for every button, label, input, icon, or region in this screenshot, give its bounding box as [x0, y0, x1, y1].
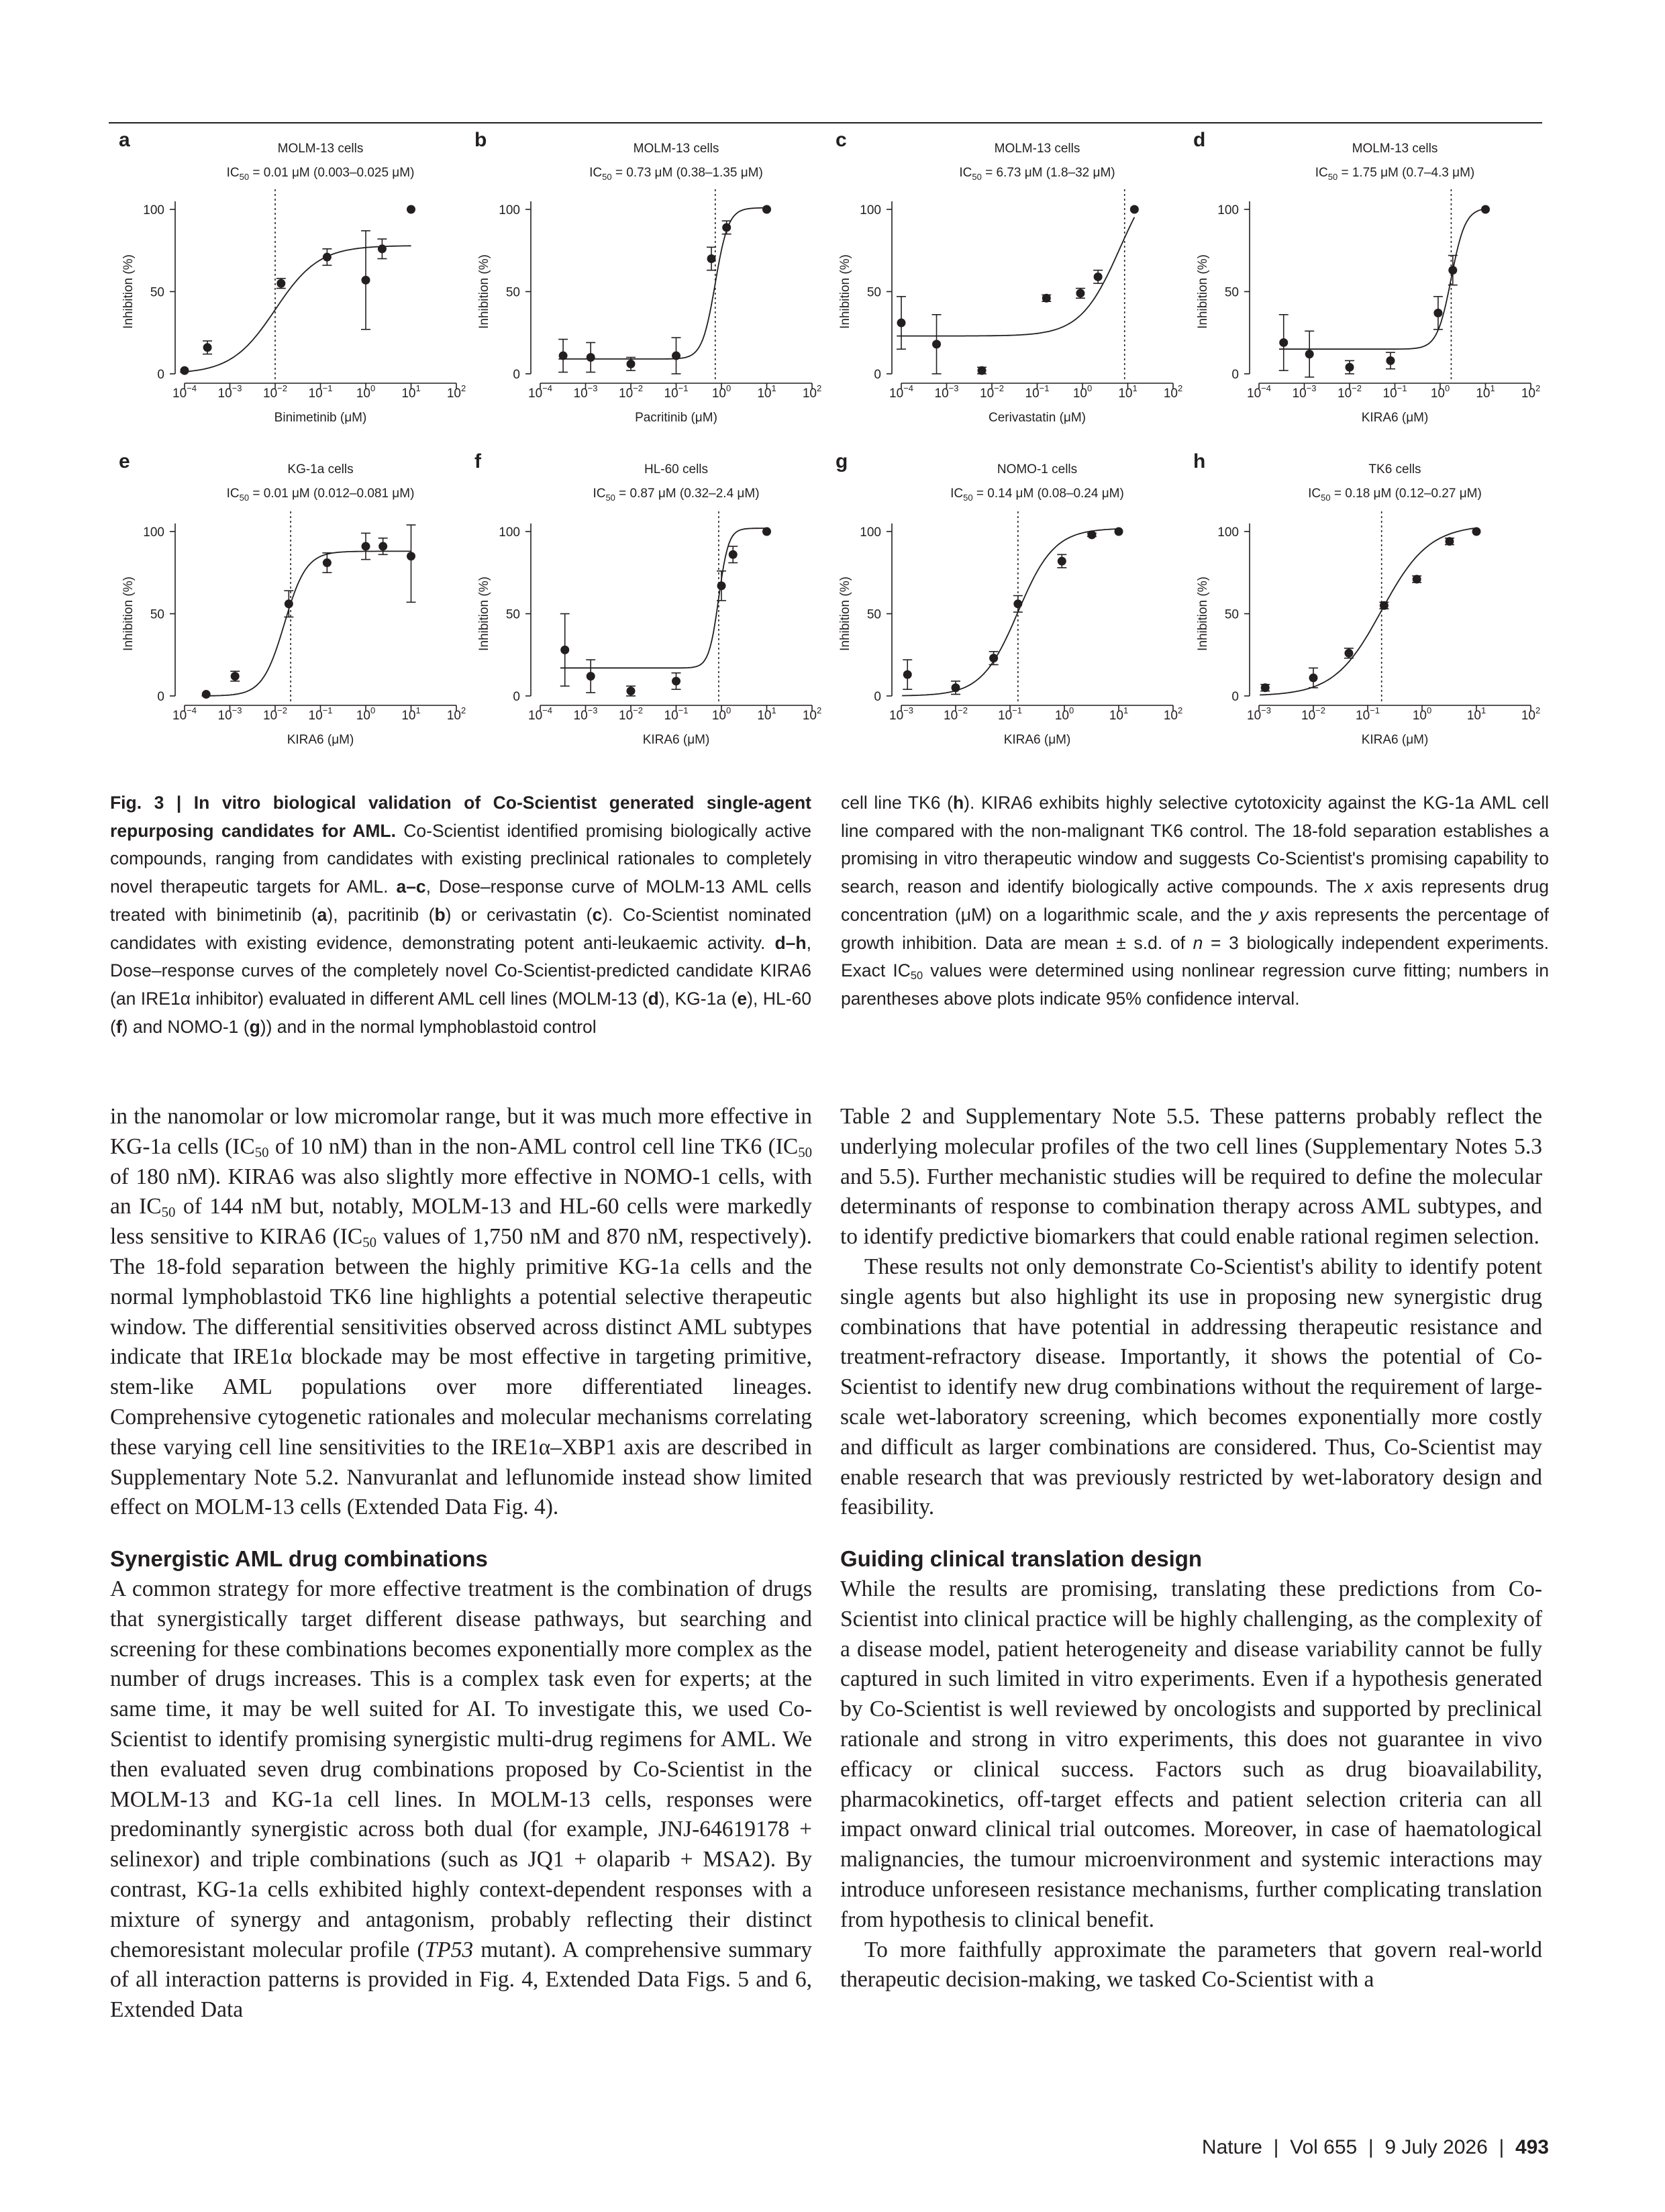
x-tick-label: $10^0$ [711, 383, 731, 401]
data-point [903, 670, 912, 679]
text-column-right [840, 1102, 1542, 1995]
data-point [1115, 527, 1123, 536]
data-point [1076, 289, 1084, 297]
x-tick-label: $10^2$ [1521, 383, 1541, 401]
panel-title: TK6 cells [1368, 462, 1421, 476]
data-point [1087, 530, 1096, 539]
panel-ic50: $IC_{50} = 0.87$ μM (0.32–2.4 μM) [593, 487, 760, 503]
x-tick-label: $10^{-4}$ [528, 383, 552, 401]
data-point [717, 581, 726, 590]
data-point [1472, 527, 1481, 536]
footer-journal: Nature [1201, 2136, 1262, 2158]
y-tick-label: 0 [157, 690, 164, 704]
panel-d [1193, 129, 1540, 425]
y-axis-label: Inhibition (%) [477, 576, 491, 651]
data-point [672, 676, 680, 685]
fit-curve [180, 246, 411, 372]
data-point [559, 352, 568, 360]
data-point [762, 205, 771, 214]
data-point [627, 360, 636, 368]
data-point [1058, 557, 1066, 566]
panel-ic50: $IC_{50} = 6.73$ μM (1.8–32 μM) [959, 166, 1115, 182]
data-point [1305, 350, 1314, 358]
data-point [1346, 363, 1354, 372]
data-point [276, 279, 285, 288]
panel-letter: c [836, 129, 847, 151]
y-tick-label: 100 [1217, 525, 1239, 540]
x-tick-label: $10^{-1}$ [664, 383, 689, 401]
panel-title: MOLM-13 cells [1352, 142, 1438, 156]
y-tick-label: 50 [866, 607, 881, 622]
y-tick-label: 0 [874, 690, 881, 704]
y-tick-label: 50 [1224, 285, 1239, 300]
data-point [1481, 205, 1490, 214]
x-tick-label: $10^{-2}$ [944, 705, 968, 723]
panel-title: NOMO-1 cells [997, 462, 1078, 476]
data-point [1094, 272, 1103, 281]
caption-text-left: Co-Scientist identified promising biologically active compounds, ranging from candidates with existing preclinical rationales to completely novel therapeutic targets for AML. a–c, Dose–response curve of MOLM-13 AML cells treated with binimetinib (a), pacritinib (b) or cerivastatin (c). Co-Scientist nominated candidates with existing evidence, demonstrating potent anti-leukaemic activity. d–h, Dose–response curves of the completely novel Co-Scientist-predicted candidate KIRA6 (an IRE1α inhibitor) evaluated in different AML cell lines (MOLM-13 (d), KG-1a (e), HL-60 (f) and NOMO-1 (g)) and in the normal lymphoblastoid control [110, 820, 812, 1037]
data-point [1279, 338, 1288, 347]
caption-title: Fig. 3 | In vitro biological validation of Co-Scientist generated single-agent repurposing candidates for AML. [110, 793, 811, 841]
fit-curve [558, 208, 766, 359]
x-tick-label: $10^2$ [446, 705, 466, 723]
data-point [1261, 683, 1270, 692]
x-tick-label: $10^{-2}$ [619, 383, 643, 401]
data-point [362, 276, 370, 285]
data-point [379, 542, 387, 551]
panel-e [119, 450, 466, 747]
fit-curve [1260, 528, 1476, 695]
data-point [1386, 356, 1395, 365]
x-tick-label: $10^{-4}$ [889, 383, 913, 401]
data-point [203, 343, 212, 352]
data-point [587, 672, 595, 681]
y-axis-label: Inhibition (%) [838, 576, 852, 651]
text-column-left [110, 1102, 812, 2025]
x-tick-label: $10^{-3}$ [573, 705, 598, 723]
data-point [1042, 294, 1051, 303]
x-tick-label: $10^{-1}$ [664, 705, 689, 723]
y-tick-label: 0 [1231, 690, 1239, 704]
paragraph: While the results are promising, translating these predictions from Co-Scientist into clinical practice will be highly challenging, as the complexity of a disease model, patient heterogeneity and disease variability cannot be fully captured in such limited in vitro experiments. Even if a hypothesis generated by Co-Scientist is well reviewed by oncologists and supported by preclinical rationale and strong in vitro experiments, this does not guarantee in vivo efficacy or clinical success. Factors such as drug bioavailability, pharmacokinetics, off-target effects and patient selection criteria can all impact onward clinical trial outcomes. Moreover, in case of haematological malignancies, the tumour microenvironment and systemic interactions may introduce unforeseen resistance mechanisms, further complicating translation from hypothesis to clinical benefit. [840, 1576, 1542, 1932]
x-tick-label: $10^{-4}$ [528, 705, 552, 723]
data-point [722, 223, 731, 232]
section-heading-synergistic: Synergistic AML drug combinations [110, 1546, 488, 1572]
fit-curve [902, 529, 1119, 696]
panel-a [119, 129, 466, 425]
y-tick-label: 0 [157, 368, 164, 382]
x-tick-label: $10^{-3}$ [1247, 705, 1271, 723]
paragraph: Table 2 and Supplementary Note 5.5. These patterns probably reflect the underlying molecular profiles of the two cell lines (Supplementary Notes 5.3 and 5.5). Further mechanistic studies will be required to define the molecular determinants of response to combination therapy across AML subtypes, and to identify predictive biomarkers that could enable rational regimen selection. [840, 1104, 1542, 1250]
panel-title: KG-1a cells [287, 462, 354, 476]
paragraph: These results not only demonstrate Co-Scientist's ability to identify potent single agents but also highlight its use in proposing new synergistic drug combinations that have potential in addressing therapeutic resistance and treatment-refractory disease. Importantly, it shows the potential of Co-Scientist to identify new drug combinations without the requirement of large-scale wet-laboratory screening, which becomes exponentially more costly and difficult as larger combinations are considered. Thus, Co-Scientist may enable research that was previously restricted by wet-laboratory design and feasibility. [840, 1254, 1542, 1520]
x-tick-label: $10^{-3}$ [217, 383, 242, 401]
data-point [323, 558, 332, 567]
panel-letter: f [474, 450, 481, 472]
x-tick-label: $10^0$ [356, 705, 376, 723]
x-tick-label: $10^0$ [1072, 383, 1093, 401]
data-point [1380, 601, 1389, 610]
data-point [707, 254, 716, 263]
data-point [952, 683, 960, 692]
x-axis-label: KIRA6 (μM) [1361, 733, 1429, 747]
fit-curve [560, 528, 767, 668]
section-heading-clinical: Guiding clinical translation design [840, 1546, 1203, 1572]
y-tick-label: 100 [143, 203, 164, 217]
x-axis-label: KIRA6 (μM) [642, 733, 710, 747]
panel-b [474, 129, 821, 425]
panel-ic50: $IC_{50} = 0.14$ μM (0.08–0.24 μM) [950, 487, 1124, 503]
y-tick-label: 50 [505, 285, 520, 300]
panel-letter: a [119, 129, 130, 151]
data-point [323, 253, 332, 262]
page-footer: Nature | Vol 655 | 9 July 2026 | 493 [1201, 2136, 1549, 2158]
x-tick-label: $10^{-2}$ [263, 383, 287, 401]
x-tick-label: $10^{-4}$ [172, 383, 197, 401]
caption-text-right: cell line TK6 (h). KIRA6 exhibits highly selective cytotoxicity against the KG-1a AML cell line compared with the non-malignant TK6 control. The 18-fold separation establishes a promising in vitro therapeutic window and suggests Co-Scientist's promising capability to search, reason and identify biologically active compounds. The x axis represents drug concentration (μM) on a logarithmic scale, and the y axis represents the percentage of growth inhibition. Data are mean ± s.d. of n = 3 biologically independent experiments. Exact $IC_{50}$ values were determined using nonlinear regression curve fitting; numbers in parentheses above plots indicate 95% confidence interval. [841, 793, 1550, 1009]
panel-title: MOLM-13 cells [994, 142, 1080, 156]
x-axis-label: KIRA6 (μM) [1003, 733, 1071, 747]
y-tick-label: 50 [150, 607, 164, 622]
y-tick-label: 100 [499, 203, 520, 217]
panel-c [836, 129, 1182, 425]
data-point [1130, 205, 1139, 214]
data-point [1344, 649, 1353, 658]
y-tick-label: 50 [150, 285, 164, 300]
x-axis-label: Binimetinib (μM) [274, 411, 367, 425]
data-point [1448, 266, 1457, 274]
data-point [729, 550, 738, 559]
x-tick-label: $10^0$ [1430, 383, 1450, 401]
y-axis-label: Inhibition (%) [121, 576, 136, 651]
panel-ic50: $IC_{50} = 1.75$ μM (0.7–4.3 μM) [1315, 166, 1475, 182]
data-point [362, 542, 370, 551]
y-tick-label: 100 [1217, 203, 1239, 217]
panel-letter: g [836, 450, 848, 472]
data-point [932, 340, 941, 348]
x-tick-label: $10^{-3}$ [217, 705, 242, 723]
x-axis-label: KIRA6 (μM) [1361, 411, 1429, 425]
figure-3-panels [0, 0, 1665, 772]
data-point [672, 352, 680, 360]
paragraph: A common strategy for more effective treatment is the combination of drugs that synergistically target different disease pathways, but searching and screening for these combinations becomes exponentially more complex as the number of drugs increases. This is a complex task even for experts; at the same time, it may be well suited for AI. To investigate this, we used Co-Scientist to identify promising synergistic multi-drug regimens for AML. We then evaluated seven drug combinations proposed by Co-Scientist in the MOLM-13 and KG-1a cell lines. In MOLM-13 cells, responses were predominantly synergistic across both dual (for example, JNJ-64619178 + selinexor) and triple combinations (such as JQ1 + olaparib + MSA2). By contrast, KG-1a cells exhibited highly context-dependent responses with a mixture of synergy and antagonism, probably reflecting their distinct chemoresistant molecular profile (TP53 mutant). A comprehensive summary of all interaction patterns is provided in Fig. 4, Extended Data Figs. 5 and 6, Extended Data [110, 1576, 813, 2023]
x-tick-label: $10^1$ [757, 383, 776, 401]
y-tick-label: 0 [513, 368, 520, 382]
x-tick-label: $10^1$ [1466, 705, 1486, 723]
y-tick-label: 50 [505, 607, 520, 622]
x-tick-label: $10^{-2}$ [980, 383, 1004, 401]
x-tick-label: $10^{-1}$ [1025, 383, 1050, 401]
data-point [762, 527, 771, 536]
x-tick-label: $10^{-2}$ [1301, 705, 1325, 723]
paragraph: in the nanomolar or low micromolar range, but it was much more effective in KG-1a cells ($IC_{50}$ of 10 nM) than in the non-AML control cell line TK6 ($IC_{50}$ of 180 nM). KIRA6 was also slightly more effective in NOMO-1 cells, with an $IC_{50}$ of 144 nM but, notably, MOLM-13 and HL-60 cells were markedly less sensitive to KIRA6 ($IC_{50}$ values of 1,750 nM and 870 nM, respectively). The 18-fold separation between the highly primitive KG-1a cells and the normal lymphoblastoid TK6 line highlights a potential selective therapeutic window. The differential sensitivities observed across distinct AML subtypes indicate that IRE1α blockade may be most effective in targeting primitive, stem-like AML populations over more differentiated lineages. Comprehensive cytogenetic rationales and molecular mechanisms correlating these varying cell line sensitivities to the IRE1α–XBP1 axis are described in Supplementary Note 5.2. Nanvuranlat and leflunomide instead show limited effect on MOLM-13 cells (Extended Data Fig. 4). [110, 1104, 812, 1520]
data-point [202, 690, 211, 699]
footer-date: 9 July 2026 [1384, 2136, 1488, 2158]
data-point [627, 687, 636, 695]
x-tick-label: $10^2$ [1163, 383, 1183, 401]
footer-volume: Vol 655 [1290, 2136, 1358, 2158]
data-point [378, 244, 387, 253]
panel-ic50: $IC_{50} = 0.73$ μM (0.38–1.35 μM) [589, 166, 763, 182]
y-tick-label: 0 [513, 690, 520, 704]
data-point [181, 366, 189, 375]
y-tick-label: 0 [874, 368, 881, 382]
panel-letter: d [1193, 129, 1206, 151]
x-tick-label: $10^{-1}$ [1356, 705, 1380, 723]
data-point [407, 552, 415, 560]
x-tick-label: $10^2$ [802, 383, 822, 401]
y-tick-label: 100 [143, 525, 164, 540]
x-tick-label: $10^{-1}$ [1382, 383, 1407, 401]
data-point [587, 353, 595, 362]
panel-title: MOLM-13 cells [277, 142, 364, 156]
x-tick-label: $10^{-1}$ [308, 705, 333, 723]
panel-ic50: $IC_{50} = 0.01$ μM (0.003–0.025 μM) [226, 166, 415, 182]
x-tick-label: $10^{-3}$ [934, 383, 959, 401]
x-tick-label: $10^{-2}$ [263, 705, 287, 723]
paragraph: To more faithfully approximate the parameters that govern real-world therapeutic decision-making, we tasked Co-Scientist with a [840, 1937, 1542, 1993]
x-tick-label: $10^1$ [401, 705, 421, 723]
data-point [897, 319, 906, 328]
panel-h [1193, 450, 1540, 747]
y-tick-label: 0 [1231, 368, 1239, 382]
panel-letter: b [474, 129, 487, 151]
y-tick-label: 100 [499, 525, 520, 540]
x-tick-label: $10^1$ [401, 383, 421, 401]
data-point [1445, 537, 1454, 546]
figure-caption-right [841, 789, 1549, 1013]
data-point [560, 646, 569, 654]
x-tick-label: $10^0$ [1412, 705, 1432, 723]
y-tick-label: 50 [1224, 607, 1239, 622]
x-tick-label: $10^1$ [1118, 383, 1138, 401]
panel-title: HL-60 cells [644, 462, 709, 476]
x-tick-label: $10^1$ [757, 705, 776, 723]
panel-g [836, 450, 1182, 747]
x-tick-label: $10^0$ [1054, 705, 1074, 723]
y-tick-label: 100 [860, 203, 881, 217]
x-tick-label: $10^1$ [1476, 383, 1495, 401]
y-axis-label: Inhibition (%) [477, 254, 491, 329]
x-tick-label: $10^{-4}$ [172, 705, 197, 723]
x-tick-label: $10^{-3}$ [1292, 383, 1317, 401]
x-tick-label: $10^{-3}$ [573, 383, 598, 401]
x-tick-label: $10^2$ [802, 705, 822, 723]
x-tick-label: $10^{-1}$ [308, 383, 333, 401]
data-point [978, 366, 987, 375]
data-point [1413, 575, 1421, 584]
data-point [1309, 674, 1318, 683]
x-tick-label: $10^1$ [1109, 705, 1129, 723]
x-tick-label: $10^0$ [711, 705, 731, 723]
panel-letter: e [119, 450, 130, 472]
x-tick-label: $10^{-2}$ [619, 705, 643, 723]
panel-title: MOLM-13 cells [633, 142, 719, 156]
x-tick-label: $10^{-1}$ [998, 705, 1022, 723]
x-tick-label: $10^2$ [1521, 705, 1541, 723]
x-axis-label: Pacritinib (μM) [635, 411, 717, 425]
y-axis-label: Inhibition (%) [1196, 576, 1210, 651]
data-point [1433, 309, 1442, 317]
data-point [1013, 599, 1022, 608]
y-tick-label: 100 [860, 525, 881, 540]
x-axis-label: Cerivastatin (μM) [988, 411, 1087, 425]
panel-letter: h [1193, 450, 1206, 472]
data-point [231, 672, 240, 681]
x-tick-label: $10^{-4}$ [1247, 383, 1271, 401]
panel-ic50: $IC_{50} = 0.01$ μM (0.012–0.081 μM) [226, 487, 415, 503]
y-axis-label: Inhibition (%) [121, 254, 136, 329]
x-tick-label: $10^{-3}$ [889, 705, 913, 723]
x-tick-label: $10^2$ [1163, 705, 1183, 723]
fit-curve [1279, 209, 1486, 349]
x-axis-label: KIRA6 (μM) [287, 733, 354, 747]
y-axis-label: Inhibition (%) [838, 254, 852, 329]
y-tick-label: 50 [866, 285, 881, 300]
data-point [407, 205, 415, 214]
x-tick-label: $10^2$ [446, 383, 466, 401]
panel-ic50: $IC_{50} = 0.18$ μM (0.12–0.27 μM) [1308, 487, 1482, 503]
data-point [285, 599, 293, 608]
x-tick-label: $10^{-2}$ [1338, 383, 1362, 401]
x-tick-label: $10^0$ [356, 383, 376, 401]
figure-caption-left [110, 789, 811, 1041]
data-point [989, 654, 998, 662]
y-axis-label: Inhibition (%) [1196, 254, 1210, 329]
panel-f [474, 450, 821, 747]
footer-page-number: 493 [1515, 2136, 1549, 2158]
